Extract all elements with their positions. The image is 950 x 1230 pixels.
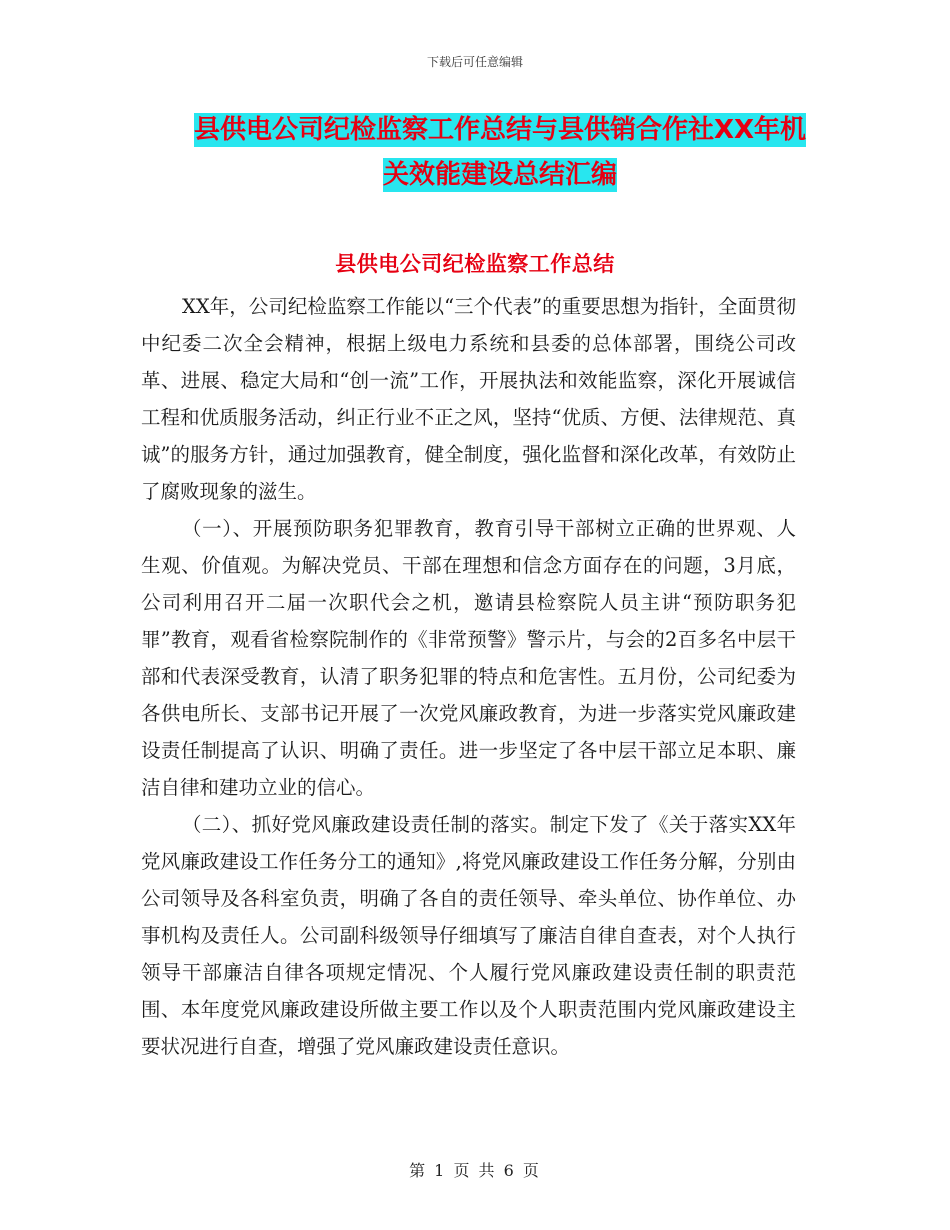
paragraph-item-1: （一）、开展预防职务犯罪教育，教育引导干部树立正确的世界观、人生观、价值观。为解决党员、干部在理想和信念方面存在的问题，3月底，公司利用召开二届一次职代会之机，邀请县检察院人员主讲“预防职务犯罪”教育，观看省检察院制作的《非常预警》警示片，与会的2百多名中层干部和代表深受教育，认清了职务犯罪的特点和危害性。五月份，公司纪委为各供电所长、支部书记开展了一次党风廉政教育，为进一步落实党风廉政建设责任制提高了认识、明确了责任。进一步坚定了各中层干部立足本职、廉洁自律和建功立业的信心。	[141, 517, 796, 799]
page-footer: 第 1 页 共 6 页	[409, 1161, 541, 1180]
document-title-line-1: 县供电公司纪检监察工作总结与县供销合作社XX年机	[193, 115, 807, 145]
paragraph-item-2: （二）、抓好党风廉政建设责任制的落实。制定下发了《关于落实XX年党风廉政建设工作任务分工的通知》,将党风廉政建设工作任务分解，分别由公司领导及各科室负责，明确了各自的责任领导、牵头单位、协作单位、办事机构及责任人。公司副科级领导仔细填写了廉洁自律自查表，对个人执行领导干部廉洁自律各项规定情况、个人履行党风廉政建设责任制的职责范围、本年度党风廉政建设所做主要工作以及个人职责范围内党风廉政建设主要状况进行自查，增强了党风廉政建设责任意识。	[141, 813, 796, 1058]
document-body	[141, 288, 796, 1065]
document-title-line-2: 关效能建设总结汇编	[382, 160, 617, 190]
section-heading: 县供电公司纪检监察工作总结	[335, 252, 615, 276]
header-note: 下载后可任意编辑	[426, 55, 523, 69]
document-title	[140, 108, 860, 198]
paragraph-intro: XX年，公司纪检监察工作能以“三个代表”的重要思想为指针，全面贯彻中纪委二次全会精神，根据上级电力系统和县委的总体部署，围绕公司改革、进展、稳定大局和“创一流”工作，开展执法和效能监察，深化开展诚信工程和优质服务活动，纠正行业不正之风，坚持“优质、方便、法律规范、真诚”的服务方针，通过加强教育，健全制度，强化监督和深化改革，有效防止了腐败现象的滋生。	[141, 295, 796, 503]
